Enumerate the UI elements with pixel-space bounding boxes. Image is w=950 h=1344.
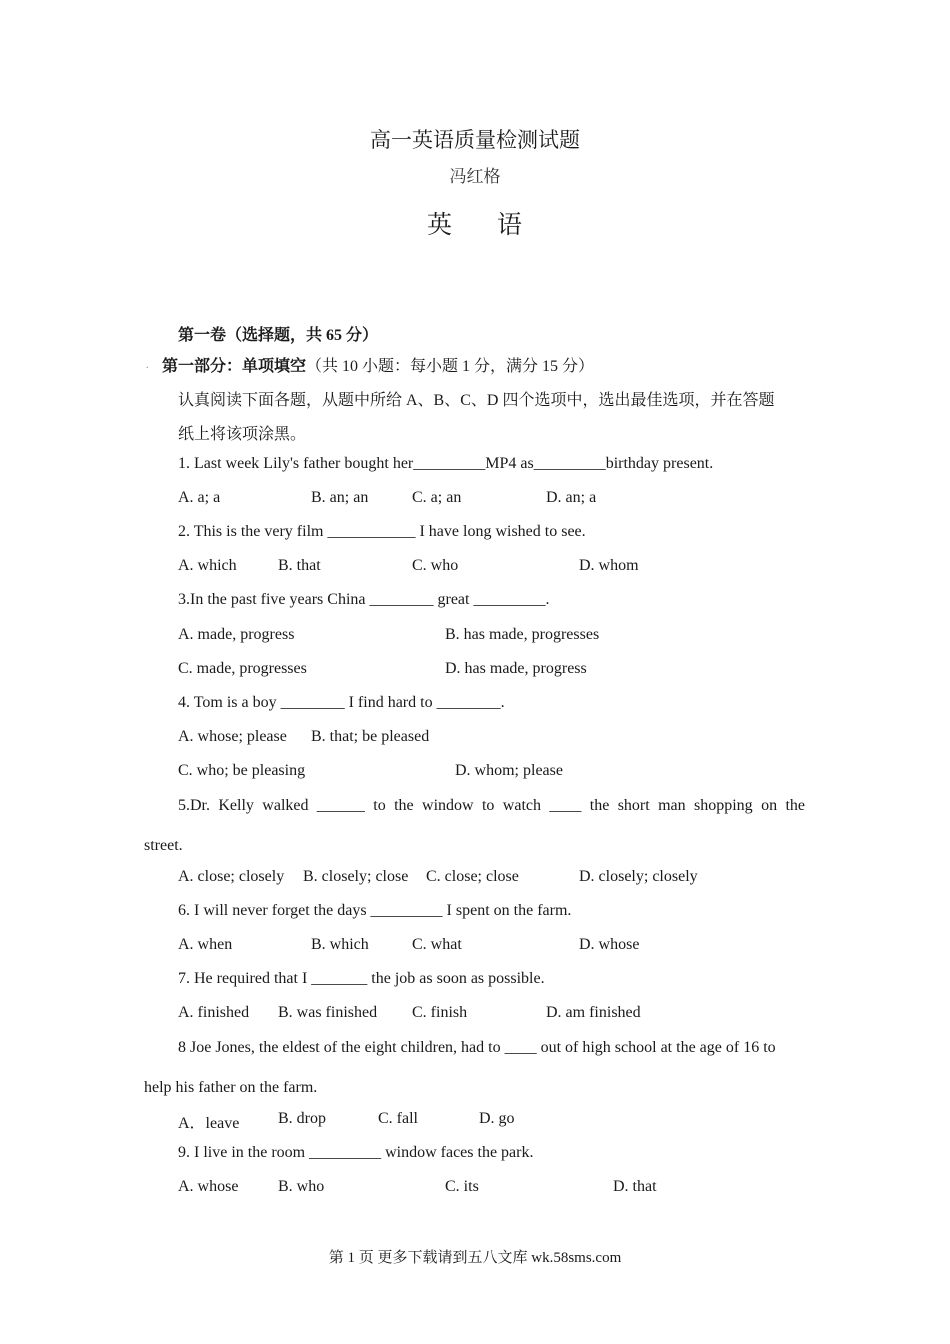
question-5-option-b: B. closely; close (303, 868, 409, 885)
bullet-mark: . (146, 360, 149, 371)
instructions-line-1: 认真阅读下面各题，从题中所给 A、B、C、D 四个选项中，选出最佳选项，并在答题 (178, 392, 775, 409)
question-1-option-d: D. an; a (546, 489, 597, 506)
question-8-option-d: D. go (479, 1110, 515, 1127)
question-5-option-a: A. close; closely (178, 868, 285, 885)
question-1-option-c: C. a; an (412, 489, 462, 506)
question-3-option-b: B. has made, progresses (445, 626, 600, 643)
question-2-option-d: D. whom (579, 557, 639, 574)
exam-title: 高一英语质量检测试题 (370, 128, 580, 152)
subject-char-2: 语 (497, 212, 524, 239)
question-2-option-c: C. who (412, 557, 459, 574)
question-9-option-a: A. whose (178, 1178, 239, 1195)
question-6-option-b: B. which (311, 936, 369, 953)
question-2-stem: 2. This is the very film ___________ I have long wished to see. (178, 523, 586, 540)
question-2-option-a: A. which (178, 557, 237, 574)
question-3-option-a: A. made, progress (178, 626, 295, 643)
question-7-option-a: A. finished (178, 1004, 250, 1021)
question-7-stem: 7. He required that I _______ the job as soon as possible. (178, 970, 545, 987)
question-4-option-d: D. whom; please (455, 762, 563, 779)
question-8-option-b: B. drop (278, 1110, 326, 1127)
author-name: 冯红格 (449, 167, 501, 186)
question-1-stem: 1. Last week Lily's father bought her_________MP4 as_________birthday present. (178, 455, 714, 472)
question-9-option-b: B. who (278, 1178, 325, 1195)
question-6-stem: 6. I will never forget the days _________ I spent on the farm. (178, 902, 572, 919)
subject-heading (0, 205, 950, 241)
question-3-option-d: D. has made, progress (445, 660, 587, 677)
question-7-option-d: D. am finished (546, 1004, 641, 1021)
question-4-option-b: B. that; be pleased (311, 728, 430, 745)
question-1-option-a: A. a; a (178, 489, 221, 506)
question-6-option-c: C. what (412, 936, 462, 953)
question-2-option-b: B. that (278, 557, 321, 574)
question-9-option-c: C. its (445, 1178, 479, 1195)
question-8-option-a: A．leave (178, 1115, 240, 1132)
question-4-stem: 4. Tom is a boy ________ I find hard to ________. (178, 694, 505, 711)
question-8-stem-continued: help his father on the farm. (144, 1079, 318, 1096)
question-4-option-c: C. who; be pleasing (178, 762, 306, 779)
question-4-option-a: A. whose; please (178, 728, 287, 745)
question-8-option-c: C. fall (378, 1110, 418, 1127)
section-heading-bold: 第一部分：单项填空 (162, 358, 307, 375)
question-6-option-d: D. whose (579, 936, 640, 953)
question-1-option-b: B. an; an (311, 489, 369, 506)
instructions-line-2: 纸上将该项涂黑。 (178, 426, 307, 443)
question-7-option-b: B. was finished (278, 1004, 378, 1021)
question-9-stem: 9. I live in the room _________ window faces the park. (178, 1144, 534, 1161)
section-heading-rest: （共 10 小题：每小题 1 分，满分 15 分） (306, 358, 595, 375)
subject-char-1: 英 (426, 212, 453, 239)
question-5-stem: 5.Dr. Kelly walked ______ to the window to watch ____ the short man shopping on the (178, 797, 805, 814)
question-5-option-c: C. close; close (426, 868, 519, 885)
question-3-option-c: C. made, progresses (178, 660, 307, 677)
question-5-stem-continued: street. (144, 837, 183, 854)
volume-heading: 第一卷（选择题，共 65 分） (178, 327, 379, 344)
page-footer: 第 1 页 更多下载请到五八文库 wk.58sms.com (328, 1250, 622, 1266)
question-8-stem: 8 Joe Jones, the eldest of the eight children, had to ____ out of high school at the age of 16 to (178, 1039, 776, 1056)
question-6-option-a: A. when (178, 936, 233, 953)
section-heading (162, 353, 594, 376)
question-9-option-d: D. that (613, 1178, 657, 1195)
question-3-stem: 3.In the past five years China ________ great _________. (178, 591, 550, 608)
question-5-option-d: D. closely; closely (579, 868, 698, 885)
question-7-option-c: C. finish (412, 1004, 468, 1021)
